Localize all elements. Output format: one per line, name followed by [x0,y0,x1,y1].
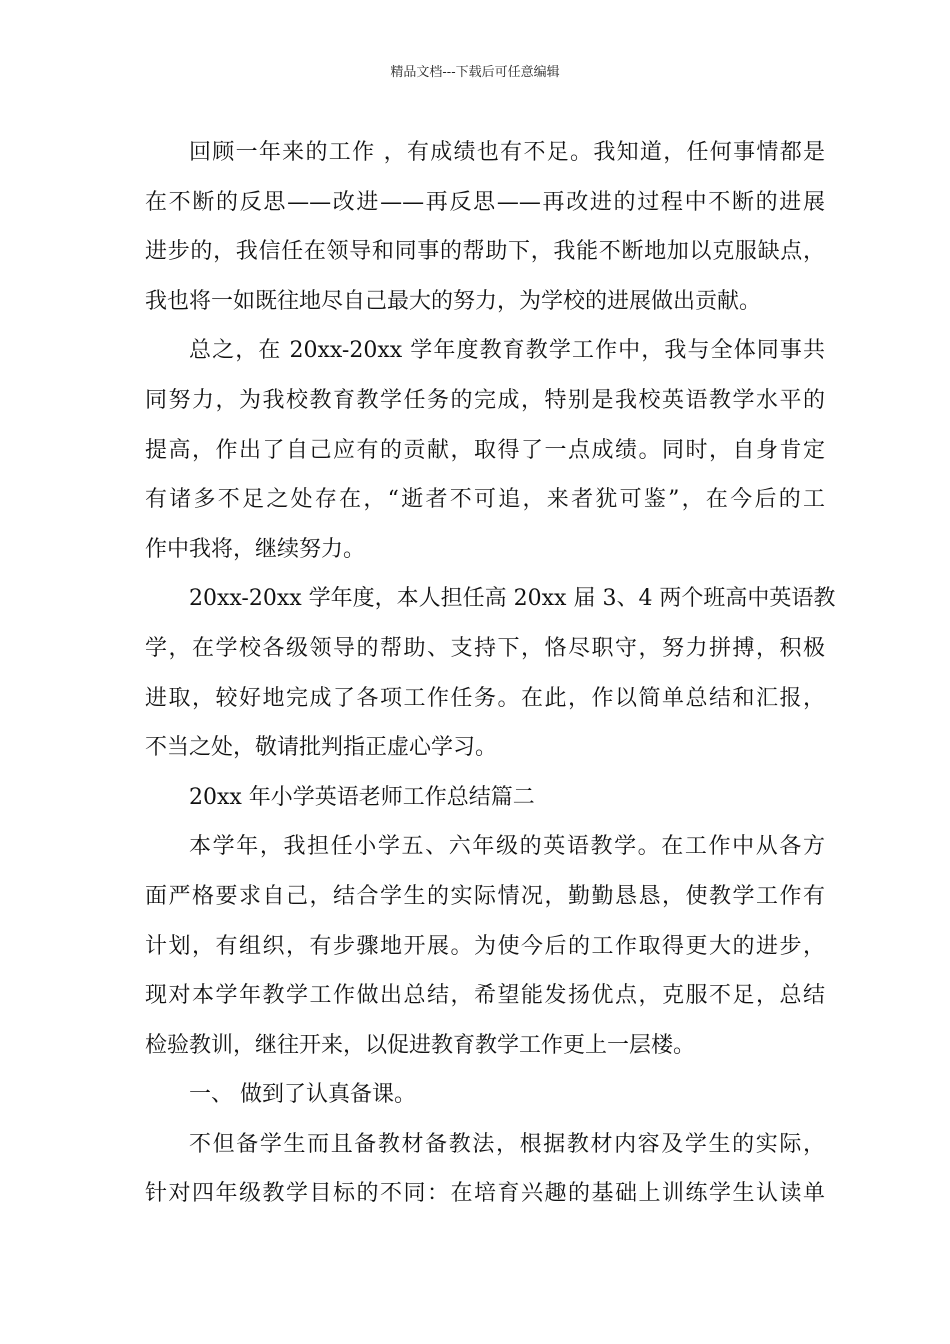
section-heading: 20xx 年小学英语老师工作总结篇二 [189,784,535,810]
text-line: 不但备学生而且备教材备教法，根据教材内容及学生的实际， [189,1131,825,1157]
text-line: 提高，作出了自己应有的贡献，取得了一点成绩。同时，自身肯定 [145,437,825,463]
text-line: 检验教训，继往开来，以促进教育教学工作更上一层楼。 [145,1032,696,1058]
document-body [145,128,836,1219]
text-line: 针对四年级教学目标的不同：在培育兴趣的基础上训练学生认读单 [145,1181,825,1207]
list-item-heading: 一、 做到了认真备课。 [189,1082,416,1108]
text-line: 有诸多不足之处存在，“逝者不可追，来者犹可鉴”，在今后的工 [145,487,825,513]
text-line: 作中我将，继续努力。 [145,536,366,562]
text-line: 进步的，我信任在领导和同事的帮助下，我能不断地加以克服缺点， [145,239,825,265]
text-line: 面严格要求自己，结合学生的实际情况，勤勤恳恳，使教学工作有 [145,883,825,909]
text-line: 在不断的反思——改进——再反思——再改进的过程中不断的进展 [145,189,825,215]
text-line: 本学年，我担任小学五、六年级的英语教学。在工作中从各方 [189,834,825,860]
text-line: 现对本学年教学工作做出总结，希望能发扬优点，克服不足，总结 [145,983,825,1009]
text-line: 学，在学校各级领导的帮助、支持下，恪尽职守，努力拼搏，积极 [145,635,825,661]
text-line: 我也将一如既往地尽自己最大的努力，为学校的进展做出贡献。 [145,288,762,314]
text-line: 计划，有组织，有步骤地开展。为使今后的工作取得更大的进步， [145,933,825,959]
page-header: 精品文档---下载后可任意编辑 [390,65,560,80]
text-line: 回顾一年来的工作 ，有成绩也有不足。我知道，任何事情都是 [189,140,825,165]
text-line: 总之，在 20xx-20xx 学年度教育教学工作中，我与全体同事共 [189,338,825,364]
text-line: 20xx-20xx 学年度，本人担任高 20xx 届 3、4 两个班高中英语教 [189,586,836,612]
text-line: 不当之处，敬请批判指正虚心学习。 [145,735,498,761]
text-line: 进取，较好地完成了各项工作任务。在此，作以简单总结和汇报， [145,685,825,711]
text-line: 同努力，为我校教育教学任务的完成，特别是我校英语教学水平的 [145,387,825,413]
